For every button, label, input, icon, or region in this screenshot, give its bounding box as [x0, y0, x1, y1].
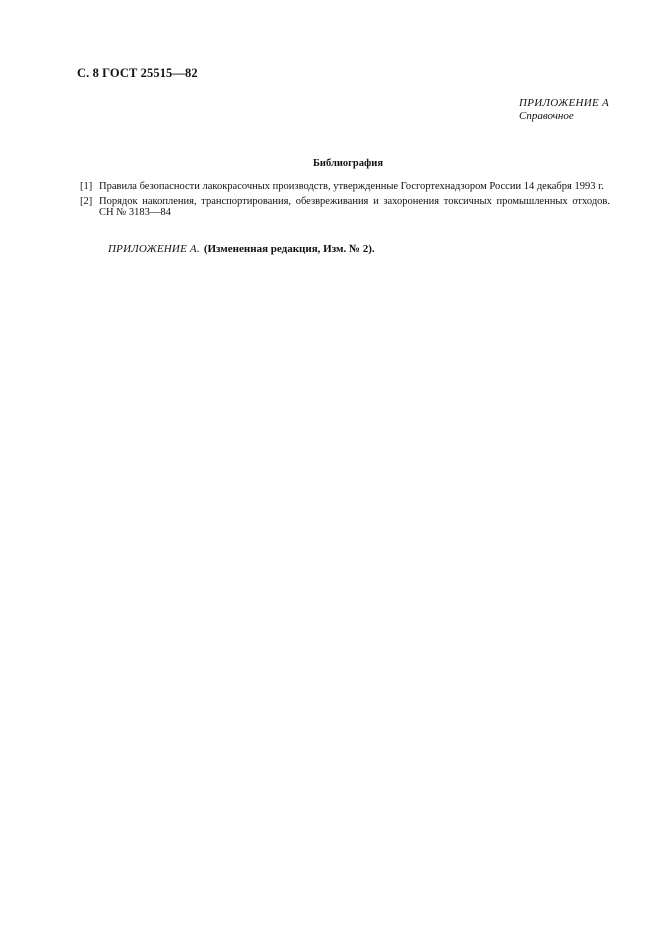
revision-note: [108, 243, 375, 255]
page-header: С. 8 ГОСТ 25515—82: [77, 66, 198, 80]
bibliography-item-text: Порядок накопления, транспортирования, обезвреживания и захоронения токсичных промышленных отходов. СН № 3183—84: [99, 195, 610, 218]
revision-note-label: ПРИЛОЖЕНИЕ А.: [108, 243, 200, 255]
bibliography-title: Библиография: [312, 158, 384, 169]
annex-title: ПРИЛОЖЕНИЕ А: [519, 97, 610, 109]
bibliography-item-number: [1]: [80, 181, 93, 192]
bibliography-item-number: [2]: [80, 195, 93, 207]
bibliography-item-text: Правила безопасности лакокрасочных производств, утвержденные Госгортехнадзором России 14 декабря 1993 г.: [99, 181, 604, 192]
bibliography-list: [80, 181, 610, 222]
bibliography-item: [80, 181, 610, 193]
annex-heading: [519, 97, 609, 123]
revision-note-text: (Измененная редакция, Изм. № 2).: [203, 243, 375, 255]
annex-subtitle: Справочное: [519, 110, 574, 122]
bibliography-item: [80, 196, 610, 219]
